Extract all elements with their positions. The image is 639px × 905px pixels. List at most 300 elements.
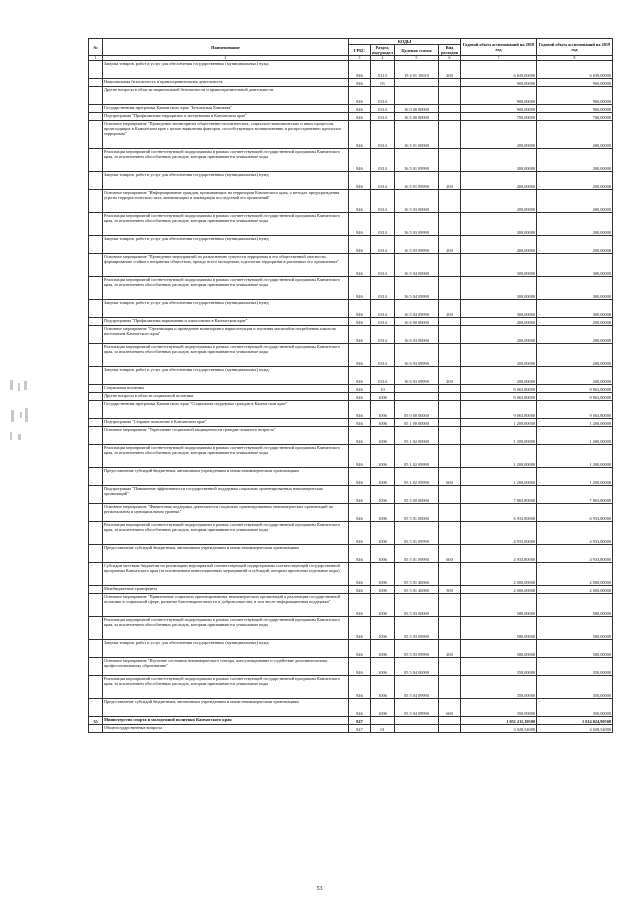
table-row: [89, 61, 613, 79]
row-amount-2019: 200,00000: [537, 190, 613, 213]
row-grbs: 846: [349, 563, 371, 586]
row-name: Предоставление субсидий бюджетным, автономным учреждениям и иным некоммерческим организациям: [103, 699, 349, 717]
row-expense-type: [439, 326, 461, 344]
index-cell: 1: [89, 56, 103, 61]
row-amount-2018: 200,00000: [461, 213, 537, 236]
row-target-article: 16 6 00 00000: [395, 318, 439, 326]
row-target-article: 16 0 00 00000: [395, 105, 439, 113]
row-grbs: 846: [349, 300, 371, 318]
row-amount-2019: 7 863,80000: [537, 486, 613, 504]
row-amount-2018: 200,00000: [461, 190, 537, 213]
row-name: Подпрограмма "Профилактика наркомании и алкоголизма в Камчатском крае": [103, 318, 349, 326]
row-grbs: 846: [349, 367, 371, 385]
row-target-article: 16 6 03 09990: [395, 367, 439, 385]
row-number: [89, 563, 103, 586]
row-amount-2018: 9 063,80000: [461, 401, 537, 419]
row-amount-2018: 580,00000: [461, 640, 537, 658]
row-target-article: 16 5 03 09990: [395, 213, 439, 236]
row-grbs: 846: [349, 190, 371, 213]
row-name: Реализация мероприятий соответствующей подпрограммы в рамках соответствующей государственной программы Камчатского края, за исключением обособленных расходов, которым присваиваются уникальные коды: [103, 676, 349, 699]
row-number: [89, 318, 103, 326]
row-amount-2019: 350,00000: [537, 699, 613, 717]
row-grbs: 846: [349, 545, 371, 563]
table-row: [89, 419, 613, 427]
row-target-article: 16 5 01 09990: [395, 149, 439, 172]
row-number: [89, 586, 103, 594]
row-target-article: 05 5 01 40060: [395, 586, 439, 594]
table-row: [89, 236, 613, 254]
row-target-article: 05 1 02 00000: [395, 427, 439, 445]
row-number: [89, 87, 103, 105]
row-section: 1006: [371, 486, 395, 504]
header-section: Раздел, под-раздел: [372, 45, 393, 55]
row-expense-type: [439, 522, 461, 545]
row-expense-type: [439, 594, 461, 617]
row-section: 1006: [371, 586, 395, 594]
row-amount-2019: 900,00000: [537, 79, 613, 87]
row-amount-2018: 7 863,80000: [461, 486, 537, 504]
row-section: 0314: [371, 277, 395, 300]
row-number: [89, 699, 103, 717]
row-expense-type: [439, 717, 461, 725]
row-grbs: 846: [349, 61, 371, 79]
header-number: №: [89, 39, 103, 56]
row-amount-2018: 300,00000: [461, 254, 537, 277]
row-target-article: 16 5 01 09990: [395, 172, 439, 190]
row-amount-2018: 9 063,80000: [461, 393, 537, 401]
row-amount-2019: 200,00000: [537, 326, 613, 344]
row-expense-type: [439, 318, 461, 326]
index-cell: 6: [439, 56, 461, 61]
row-grbs: 846: [349, 326, 371, 344]
row-amount-2018: 200,00000: [461, 236, 537, 254]
row-amount-2019: 300,00000: [537, 254, 613, 277]
row-grbs: 846: [349, 213, 371, 236]
table-row: [89, 190, 613, 213]
row-amount-2019: 200,00000: [537, 121, 613, 149]
index-cell: 7: [461, 56, 537, 61]
row-amount-2018: 300,00000: [461, 300, 537, 318]
row-expense-type: [439, 658, 461, 676]
row-name: Закупка товаров, работ и услуг для обеспечения государственных (муниципальных) нужд: [103, 236, 349, 254]
table-row: [89, 725, 613, 733]
row-target-article: 16 5 01 00000: [395, 121, 439, 149]
row-grbs: 846: [349, 149, 371, 172]
row-section: 1006: [371, 445, 395, 468]
row-grbs: 846: [349, 236, 371, 254]
row-amount-2019: 200,00000: [537, 344, 613, 367]
table-row: [89, 105, 613, 113]
row-number: [89, 445, 103, 468]
row-section: 0314: [371, 172, 395, 190]
row-amount-2018: 4 933,80000: [461, 522, 537, 545]
row-amount-2018: 350,00000: [461, 699, 537, 717]
row-number: [89, 522, 103, 545]
row-section: 0314: [371, 190, 395, 213]
row-name: Закупка товаров, работ и услуг для обеспечения государственных (муниципальных) нужд: [103, 61, 349, 79]
row-expense-type: 600: [439, 545, 461, 563]
row-number: [89, 545, 103, 563]
row-target-article: 05 5 03 09990: [395, 617, 439, 640]
row-expense-type: 200: [439, 640, 461, 658]
row-section: 0314: [371, 213, 395, 236]
row-amount-2018: 900,00000: [461, 105, 537, 113]
row-grbs: 846: [349, 254, 371, 277]
row-section: [371, 717, 395, 725]
row-expense-type: [439, 87, 461, 105]
row-section: 1006: [371, 522, 395, 545]
row-name: Подпрограмма "Повышение эффективности государственной поддержки социально ориентированных некоммерческих организаций": [103, 486, 349, 504]
row-grbs: 846: [349, 419, 371, 427]
row-target-article: 16 6 03 09990: [395, 344, 439, 367]
table-row: [89, 254, 613, 277]
row-name: Подпрограмма "Профилактика терроризма и экстремизма в Камчатском крае": [103, 113, 349, 121]
row-expense-type: [439, 254, 461, 277]
row-name: Закупка товаров, работ и услуг для обеспечения государственных (муниципальных) нужд: [103, 367, 349, 385]
row-name: Основное мероприятие "Проведение мониторинга общественно-политических, социально-экономических и иных процессов, происходящих в Камчатском крае с целью выявления факторов, способствующих возникновению и распространению идеологии терроризма": [103, 121, 349, 149]
row-amount-2019: 4 933,80000: [537, 545, 613, 563]
row-target-article: 16 5 00 00000: [395, 113, 439, 121]
row-section: 1006: [371, 640, 395, 658]
row-amount-2018: 200,00000: [461, 344, 537, 367]
row-section: 1006: [371, 617, 395, 640]
row-section: 0314: [371, 113, 395, 121]
row-amount-2018: 2 000,00000: [461, 563, 537, 586]
row-section: 1006: [371, 401, 395, 419]
row-amount-2018: 350,00000: [461, 658, 537, 676]
row-name: Закупка товаров, работ и услуг для обеспечения государственных (муниципальных) нужд: [103, 640, 349, 658]
row-section: 0314: [371, 149, 395, 172]
row-grbs: 846: [349, 318, 371, 326]
table-row: [89, 172, 613, 190]
row-number: [89, 236, 103, 254]
table-row: [89, 213, 613, 236]
row-expense-type: [439, 213, 461, 236]
row-grbs: 846: [349, 640, 371, 658]
table-row: [89, 545, 613, 563]
row-expense-type: 200: [439, 367, 461, 385]
row-section: 0314: [371, 367, 395, 385]
row-number: [89, 401, 103, 419]
row-number: [89, 326, 103, 344]
row-name: Закупка товаров, работ и услуг для обеспечения государственных (муниципальных) нужд: [103, 300, 349, 318]
row-amount-2019: 6 639,00000: [537, 61, 613, 79]
row-amount-2019: 200,00000: [537, 236, 613, 254]
table-row: [89, 676, 613, 699]
table-row: [89, 393, 613, 401]
row-amount-2019: 1 014 024,90500: [537, 717, 613, 725]
row-number: [89, 61, 103, 79]
row-section: 1006: [371, 699, 395, 717]
row-section: 0314: [371, 344, 395, 367]
row-target-article: 05 5 01 09990: [395, 522, 439, 545]
table-body: [89, 61, 613, 733]
row-amount-2019: 200,00000: [537, 172, 613, 190]
row-expense-type: [439, 79, 461, 87]
row-target-article: [395, 87, 439, 105]
row-expense-type: [439, 445, 461, 468]
table-row: [89, 367, 613, 385]
row-name: Реализация мероприятий соответствующей подпрограммы в рамках соответствующей государственной программы Камчатского края, за исключением обособленных расходов, которым присваиваются уникальные коды: [103, 149, 349, 172]
row-name: Национальная безопасность и правоохранительная деятельность: [103, 79, 349, 87]
row-expense-type: [439, 105, 461, 113]
table-row: [89, 300, 613, 318]
row-amount-2018: 4 933,80000: [461, 545, 537, 563]
row-name: Министерство спорта и молодежной политики Камчатского края: [103, 717, 349, 725]
row-expense-type: [439, 401, 461, 419]
row-name: Реализация мероприятий соответствующей подпрограммы в рамках соответствующей государственной программы Камчатского края, за исключением обособленных расходов, которым присваиваются уникальные коды: [103, 344, 349, 367]
row-target-article: 05 5 04 00000: [395, 658, 439, 676]
row-section: 0314: [371, 300, 395, 318]
row-number: [89, 113, 103, 121]
row-expense-type: 200: [439, 300, 461, 318]
row-number: [89, 277, 103, 300]
row-expense-type: [439, 676, 461, 699]
row-section: 10: [371, 385, 395, 393]
row-expense-type: [439, 504, 461, 522]
row-number: [89, 504, 103, 522]
row-section: 1006: [371, 419, 395, 427]
row-expense-type: [439, 149, 461, 172]
row-amount-2019: 350,00000: [537, 676, 613, 699]
row-amount-2019: 200,00000: [537, 367, 613, 385]
row-section: 1006: [371, 468, 395, 486]
table-row: [89, 717, 613, 725]
row-amount-2019: 1 200,00000: [537, 468, 613, 486]
row-target-article: 05 5 01 40060: [395, 563, 439, 586]
header-amount-2018: Годовой объем ассигнований на 2018 год: [461, 39, 537, 56]
row-target-article: 05 5 00 00000: [395, 486, 439, 504]
row-section: 0314: [371, 121, 395, 149]
table-row: [89, 504, 613, 522]
table-row: [89, 344, 613, 367]
row-amount-2018: 200,00000: [461, 326, 537, 344]
row-number: [89, 149, 103, 172]
table-row: [89, 445, 613, 468]
row-number: [89, 190, 103, 213]
row-expense-type: 600: [439, 699, 461, 717]
table-row: [89, 658, 613, 676]
row-number: [89, 594, 103, 617]
row-section: 1006: [371, 563, 395, 586]
row-amount-2018: 1 200,00000: [461, 445, 537, 468]
row-number: [89, 213, 103, 236]
row-number: [89, 419, 103, 427]
row-amount-2019: 200,00000: [537, 149, 613, 172]
row-amount-2019: 300,00000: [537, 277, 613, 300]
row-section: 03: [371, 79, 395, 87]
row-name: Реализация мероприятий соответствующей подпрограммы в рамках соответствующей государственной программы Камчатского края, за исключением обособленных расходов, которым присваиваются уникальные коды: [103, 213, 349, 236]
row-grbs: 846: [349, 401, 371, 419]
row-target-article: [395, 385, 439, 393]
row-amount-2018: 900,00000: [461, 87, 537, 105]
row-number: [89, 367, 103, 385]
row-amount-2018: 580,00000: [461, 594, 537, 617]
row-amount-2018: 2 000,00000: [461, 586, 537, 594]
row-amount-2019: 700,00000: [537, 113, 613, 121]
row-grbs: 846: [349, 594, 371, 617]
row-number: [89, 468, 103, 486]
row-amount-2019: 900,00000: [537, 105, 613, 113]
row-section: 1006: [371, 676, 395, 699]
row-expense-type: [439, 385, 461, 393]
table-row: [89, 640, 613, 658]
row-grbs: 846: [349, 344, 371, 367]
row-section: 0314: [371, 236, 395, 254]
row-amount-2018: 6 933,80000: [461, 504, 537, 522]
row-expense-type: 600: [439, 468, 461, 486]
row-grbs: 846: [349, 658, 371, 676]
row-section: 1006: [371, 427, 395, 445]
row-amount-2019: 4 933,80000: [537, 522, 613, 545]
row-name: Основное мероприятие "Укрепление социальной защищенности граждан пожилого возраста": [103, 427, 349, 445]
faded-stamp: [6, 380, 36, 450]
row-expense-type: 200: [439, 61, 461, 79]
table-row: [89, 586, 613, 594]
header-name: Наименование: [103, 39, 349, 56]
row-amount-2018: 1 051 211,10500: [461, 717, 537, 725]
row-grbs: 846: [349, 113, 371, 121]
row-number: [89, 300, 103, 318]
row-name: Подпрограмма "Старшее поколение в Камчатском крае": [103, 419, 349, 427]
row-name: Реализация мероприятий соответствующей подпрограммы в рамках соответствующей государственной программы Камчатского края, за исключением обособленных расходов, которым присваиваются уникальные коды: [103, 522, 349, 545]
row-amount-2019: 2 000,00000: [537, 586, 613, 594]
row-amount-2018: 9 063,80000: [461, 385, 537, 393]
table-row: [89, 468, 613, 486]
table-row: [89, 318, 613, 326]
row-grbs: 846: [349, 277, 371, 300]
row-amount-2019: 2 000,00000: [537, 563, 613, 586]
row-expense-type: [439, 277, 461, 300]
row-expense-type: [439, 427, 461, 445]
row-name: Другие вопросы в области национальной безопасности и правоохранительной деятельности: [103, 87, 349, 105]
table-row: [89, 149, 613, 172]
row-amount-2019: 580,00000: [537, 640, 613, 658]
row-grbs: 847: [349, 717, 371, 725]
header-target: Целевая статья: [395, 45, 439, 56]
row-number: [89, 393, 103, 401]
row-target-article: [395, 725, 439, 733]
table-row: [89, 326, 613, 344]
row-grbs: 846: [349, 105, 371, 113]
row-name: Реализация мероприятий соответствующей подпрограммы в рамках соответствующей государственной программы Камчатского края, за исключением обособленных расходов, которым присваиваются уникальные коды: [103, 277, 349, 300]
row-expense-type: [439, 393, 461, 401]
table-row: [89, 401, 613, 419]
header-grbs: ГРБС: [349, 45, 371, 56]
row-amount-2019: 4 028,54000: [537, 725, 613, 733]
table-row: [89, 563, 613, 586]
table-row: [89, 427, 613, 445]
row-grbs: 846: [349, 699, 371, 717]
row-amount-2018: 200,00000: [461, 318, 537, 326]
row-target-article: 16 5 04 09990: [395, 277, 439, 300]
row-target-article: 05 5 04 09990: [395, 699, 439, 717]
row-amount-2019: 1 200,00000: [537, 445, 613, 468]
row-amount-2018: 1 200,00000: [461, 468, 537, 486]
row-amount-2018: 200,00000: [461, 149, 537, 172]
table-row: [89, 385, 613, 393]
header-amount-2019: Годовой объем ассигнований на 2019 год: [537, 39, 613, 56]
row-name: Основное мероприятие "Финансовая поддержка деятельности социально ориентированных некоммерческих организаций на региональном и муниципальном уровнях": [103, 504, 349, 522]
row-expense-type: [439, 190, 461, 213]
row-expense-type: 500: [439, 586, 461, 594]
row-target-article: 16 6 03 00000: [395, 326, 439, 344]
row-grbs: 846: [349, 87, 371, 105]
row-name: Основное мероприятие "Информирование граждан, проживающих на территории Камчатского края, о методах предупреждения угрозы террористического акта, минимизации и ликвидации последствий его проявлений": [103, 190, 349, 213]
row-name: Общегосударственные вопросы: [103, 725, 349, 733]
row-section: 1006: [371, 545, 395, 563]
row-section: 1006: [371, 504, 395, 522]
row-grbs: 846: [349, 385, 371, 393]
row-amount-2018: 1 200,00000: [461, 419, 537, 427]
row-amount-2019: 9 063,80000: [537, 385, 613, 393]
row-grbs: 846: [349, 427, 371, 445]
row-number: [89, 385, 103, 393]
row-target-article: 05 5 01 09990: [395, 545, 439, 563]
table-row: [89, 87, 613, 105]
row-grbs: 846: [349, 468, 371, 486]
row-grbs: 846: [349, 617, 371, 640]
row-number: [89, 427, 103, 445]
row-number: [89, 105, 103, 113]
row-amount-2018: 350,00000: [461, 676, 537, 699]
row-expense-type: [439, 419, 461, 427]
row-section: 0314: [371, 87, 395, 105]
row-section: 0314: [371, 105, 395, 113]
table-row: [89, 699, 613, 717]
row-amount-2019: 580,00000: [537, 617, 613, 640]
row-amount-2019: 580,00000: [537, 594, 613, 617]
row-number: [89, 725, 103, 733]
row-expense-type: [439, 486, 461, 504]
row-amount-2019: 6 933,80000: [537, 504, 613, 522]
index-cell: 2: [103, 56, 349, 61]
row-name: Реализация мероприятий соответствующей подпрограммы в рамках соответствующей государственной программы Камчатского края, за исключением обособленных расходов, которым присваиваются уникальные коды: [103, 445, 349, 468]
row-name: Государственная программа Камчатского края "Социальная поддержка граждан в Камчатском крае": [103, 401, 349, 419]
row-target-article: 16 5 03 09990: [395, 236, 439, 254]
row-name: Основное мероприятие "Изучение состояния некоммерческого сектора, консультирование и содействие дополнительному профессиональному образованию": [103, 658, 349, 676]
row-number: [89, 344, 103, 367]
index-cell: 3: [349, 56, 371, 61]
row-grbs: 846: [349, 676, 371, 699]
row-amount-2019: 200,00000: [537, 318, 613, 326]
row-expense-type: [439, 563, 461, 586]
row-target-article: 19 4 01 10010: [395, 61, 439, 79]
row-name: Основное мероприятие "Организация и проведение мониторинга наркоситуации и изучения масштабов потребления алкоголя населением Камчатского края": [103, 326, 349, 344]
table-row: [89, 113, 613, 121]
table-row: [89, 79, 613, 87]
row-number: [89, 486, 103, 504]
row-amount-2018: 6 639,00000: [461, 61, 537, 79]
row-target-article: [395, 717, 439, 725]
table-row: [89, 121, 613, 149]
row-target-article: [395, 79, 439, 87]
table-row: [89, 277, 613, 300]
row-amount-2019: 900,00000: [537, 87, 613, 105]
index-cell: 5: [395, 56, 439, 61]
row-target-article: 05 5 03 00000: [395, 594, 439, 617]
row-amount-2018: 200,00000: [461, 121, 537, 149]
row-number: [89, 79, 103, 87]
row-section: 0314: [371, 254, 395, 277]
header-codes: КОДЫ: [349, 39, 461, 45]
row-name: Социальная политика: [103, 385, 349, 393]
table-row: [89, 617, 613, 640]
row-amount-2018: 200,00000: [461, 172, 537, 190]
row-amount-2019: 1 200,00000: [537, 427, 613, 445]
row-number: [89, 617, 103, 640]
row-target-article: 16 5 04 09990: [395, 300, 439, 318]
